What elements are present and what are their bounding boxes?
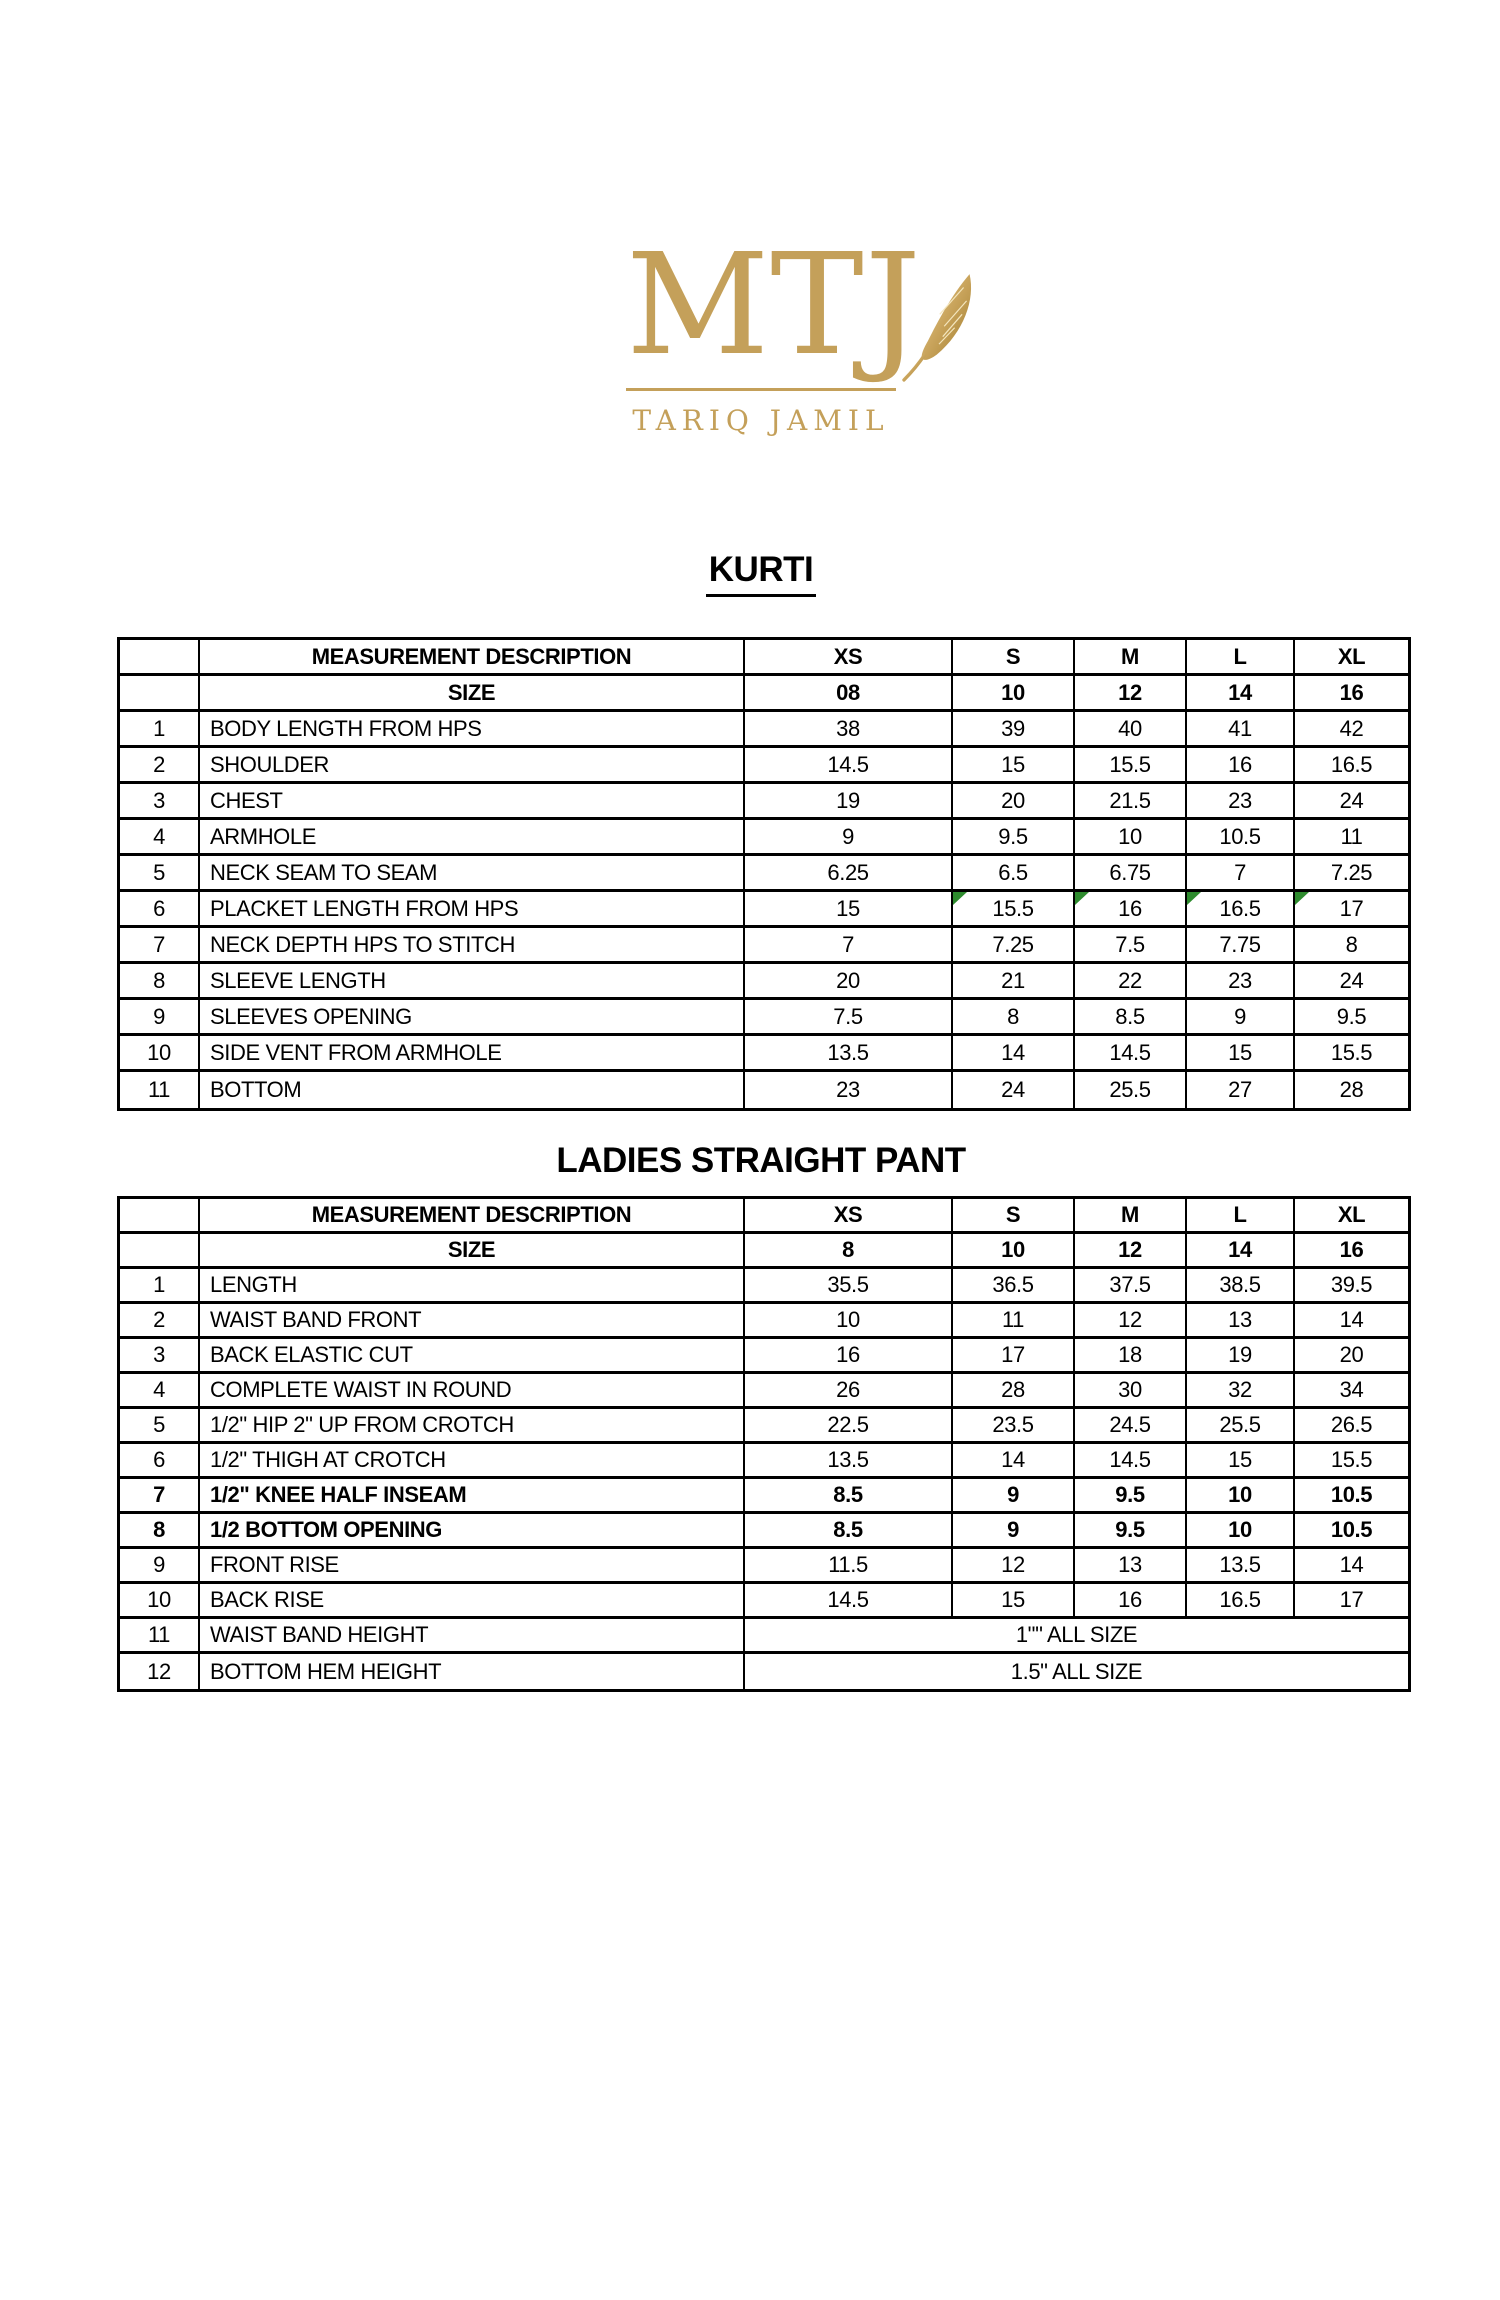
measurement-label: PLACKET LENGTH FROM HPS — [198, 892, 743, 925]
measurement-value: 14.5 — [1073, 1444, 1185, 1476]
table-header-row — [120, 1199, 1408, 1234]
row-number: 10 — [147, 1587, 171, 1612]
measurement-value: 24 — [1293, 964, 1408, 997]
measurement-value: 8 — [951, 1000, 1073, 1033]
measurement-value: 13.5 — [743, 1036, 951, 1069]
measurement-value: 16.5 — [1185, 1584, 1293, 1616]
measurement-row — [120, 892, 1408, 928]
measurement-label: SHOULDER — [198, 748, 743, 781]
measurement-value: 9.5 — [951, 820, 1073, 853]
quill-body — [922, 274, 971, 360]
measurement-row — [120, 1514, 1408, 1549]
measurement-value: 8.5 — [743, 1514, 951, 1546]
measurement-value: 13 — [1073, 1549, 1185, 1581]
measurement-label: 1/2" HIP 2" UP FROM CROTCH — [198, 1409, 743, 1441]
header-corner-cell — [120, 1199, 198, 1231]
size-row-label: SIZE — [198, 1234, 743, 1266]
measurement-label: NECK SEAM TO SEAM — [198, 856, 743, 889]
table-header-row — [120, 640, 1408, 676]
measurement-label: BACK ELASTIC CUT — [198, 1339, 743, 1371]
measurement-value: 10.5 — [1185, 820, 1293, 853]
measurement-value: 36.5 — [951, 1269, 1073, 1301]
pant-title-text: LADIES STRAIGHT PANT — [556, 1141, 966, 1180]
measurement-value: 15.5 — [1293, 1444, 1408, 1476]
measurement-value: 19 — [743, 784, 951, 817]
measurement-value: 37.5 — [1073, 1269, 1185, 1301]
size-value: 16 — [1293, 676, 1408, 709]
measurement-row — [120, 964, 1408, 1000]
measurement-value: 16.5 — [1185, 892, 1293, 925]
measurement-label: FRONT RISE — [198, 1549, 743, 1581]
measurement-value: 26 — [743, 1374, 951, 1406]
measurement-value: 17 — [1293, 892, 1408, 925]
measurement-value: 14 — [951, 1444, 1073, 1476]
comment-indicator-icon — [953, 892, 967, 905]
measurement-label: SIDE VENT FROM ARMHOLE — [198, 1036, 743, 1069]
row-number: 2 — [153, 1307, 165, 1332]
measurement-value: 7.75 — [1185, 928, 1293, 961]
measurement-row — [120, 1339, 1408, 1374]
row-number: 3 — [153, 1342, 165, 1367]
measurement-value: 15 — [743, 892, 951, 925]
measurement-value: 13.5 — [743, 1444, 951, 1476]
measurement-value: 39.5 — [1293, 1269, 1408, 1301]
logo-divider — [626, 388, 896, 391]
measurement-value: 9.5 — [1293, 1000, 1408, 1033]
header-size-xl: XL — [1293, 640, 1408, 673]
measurement-value: 20 — [951, 784, 1073, 817]
measurement-value: 6.5 — [951, 856, 1073, 889]
size-value: 12 — [1073, 1234, 1185, 1266]
measurement-label: 1/2 BOTTOM OPENING — [198, 1514, 743, 1546]
size-value: 10 — [951, 676, 1073, 709]
measurement-value: 32 — [1185, 1374, 1293, 1406]
quill-feather-icon — [898, 252, 980, 402]
size-value: 8 — [743, 1234, 951, 1266]
measurement-value: 8.5 — [1073, 1000, 1185, 1033]
row-number: 4 — [153, 1377, 165, 1402]
measurement-row — [120, 1269, 1408, 1304]
row-number: 9 — [153, 1552, 165, 1577]
measurement-row — [120, 820, 1408, 856]
all-size-value: 1"" ALL SIZE — [743, 1619, 1408, 1651]
measurement-value: 13.5 — [1185, 1549, 1293, 1581]
measurement-value: 16.5 — [1293, 748, 1408, 781]
measurement-value: 8 — [1293, 928, 1408, 961]
row-number: 3 — [153, 787, 165, 813]
measurement-row — [120, 1444, 1408, 1479]
measurement-row — [120, 748, 1408, 784]
measurement-value: 17 — [951, 1339, 1073, 1371]
header-measurement-description: MEASUREMENT DESCRIPTION — [198, 1199, 743, 1231]
measurement-label: 1/2" THIGH AT CROTCH — [198, 1444, 743, 1476]
row-number: 8 — [153, 967, 165, 993]
header-size-m: M — [1073, 640, 1185, 673]
measurement-value: 26.5 — [1293, 1409, 1408, 1441]
measurement-value: 42 — [1293, 712, 1408, 745]
size-corner-cell — [120, 676, 198, 709]
measurement-value: 21 — [951, 964, 1073, 997]
measurement-value: 23 — [1185, 784, 1293, 817]
row-number: 12 — [147, 1658, 171, 1684]
row-number: 10 — [147, 1039, 171, 1065]
measurement-value: 16 — [743, 1339, 951, 1371]
measurement-value: 20 — [1293, 1339, 1408, 1371]
measurement-value: 16 — [1073, 1584, 1185, 1616]
comment-indicator-icon — [1187, 892, 1201, 905]
measurement-value: 23 — [743, 1072, 951, 1108]
measurement-row — [120, 1479, 1408, 1514]
measurement-value: 9 — [743, 820, 951, 853]
measurement-label: SLEEVES OPENING — [198, 1000, 743, 1033]
measurement-value: 38 — [743, 712, 951, 745]
measurement-row — [120, 1072, 1408, 1108]
measurement-label: SLEEVE LENGTH — [198, 964, 743, 997]
size-row-label: SIZE — [198, 676, 743, 709]
measurement-value: 41 — [1185, 712, 1293, 745]
measurement-label: ARMHOLE — [198, 820, 743, 853]
size-value: 12 — [1073, 676, 1185, 709]
header-size-l: L — [1185, 1199, 1293, 1231]
measurement-value: 23.5 — [951, 1409, 1073, 1441]
measurement-label: COMPLETE WAIST IN ROUND — [198, 1374, 743, 1406]
measurement-value: 23 — [1185, 964, 1293, 997]
measurement-label: NECK DEPTH HPS TO STITCH — [198, 928, 743, 961]
measurement-label: BOTTOM HEM HEIGHT — [198, 1654, 743, 1689]
measurement-value: 38.5 — [1185, 1269, 1293, 1301]
quill-stem — [904, 355, 925, 380]
measurement-value: 6.25 — [743, 856, 951, 889]
all-size-value: 1.5" ALL SIZE — [743, 1654, 1408, 1689]
measurement-label: CHEST — [198, 784, 743, 817]
size-value: 10 — [951, 1234, 1073, 1266]
measurement-value: 22 — [1073, 964, 1185, 997]
measurement-row — [120, 1619, 1408, 1654]
measurement-label: WAIST BAND HEIGHT — [198, 1619, 743, 1651]
measurement-value: 24 — [1293, 784, 1408, 817]
measurement-value: 6.75 — [1073, 856, 1185, 889]
measurement-value: 16 — [1185, 748, 1293, 781]
measurement-row — [120, 1304, 1408, 1339]
measurement-value: 7.5 — [743, 1000, 951, 1033]
measurement-value: 15 — [951, 1584, 1073, 1616]
comment-indicator-icon — [1295, 892, 1309, 905]
measurement-value: 10 — [1185, 1514, 1293, 1546]
header-size-xs: XS — [743, 640, 951, 673]
measurement-row — [120, 1036, 1408, 1072]
row-number: 5 — [153, 1412, 165, 1437]
measurement-value: 15 — [1185, 1444, 1293, 1476]
measurement-row — [120, 1409, 1408, 1444]
measurement-value: 10.5 — [1293, 1479, 1408, 1511]
measurement-value: 17 — [1293, 1584, 1408, 1616]
row-number: 6 — [153, 895, 165, 921]
measurement-value: 10.5 — [1293, 1514, 1408, 1546]
measurement-value: 28 — [1293, 1072, 1408, 1108]
measurement-value: 7 — [743, 928, 951, 961]
kurti-measurement-table — [117, 637, 1411, 1111]
header-measurement-description: MEASUREMENT DESCRIPTION — [198, 640, 743, 673]
measurement-value: 28 — [951, 1374, 1073, 1406]
size-row — [120, 1234, 1408, 1269]
kurti-title-text: KURTI — [706, 550, 816, 597]
measurement-row — [120, 1000, 1408, 1036]
row-number: 2 — [153, 751, 165, 777]
measurement-value: 7.25 — [1293, 856, 1408, 889]
row-number: 1 — [153, 715, 165, 741]
kurti-section-title — [117, 550, 1405, 597]
size-value: 08 — [743, 676, 951, 709]
measurement-label: BOTTOM — [198, 1072, 743, 1108]
measurement-value: 9 — [951, 1514, 1073, 1546]
measurement-value: 40 — [1073, 712, 1185, 745]
header-size-s: S — [951, 1199, 1073, 1231]
measurement-value: 35.5 — [743, 1269, 951, 1301]
pant-section-title — [117, 1141, 1405, 1181]
size-value: 16 — [1293, 1234, 1408, 1266]
measurement-value: 12 — [1073, 1304, 1185, 1336]
measurement-value: 11 — [951, 1304, 1073, 1336]
header-size-l: L — [1185, 640, 1293, 673]
row-number: 5 — [153, 859, 165, 885]
header-corner-cell — [120, 640, 198, 673]
measurement-label: BACK RISE — [198, 1584, 743, 1616]
measurement-value: 14.5 — [743, 1584, 951, 1616]
measurement-row — [120, 1374, 1408, 1409]
comment-indicator-icon — [1075, 892, 1089, 905]
measurement-row — [120, 784, 1408, 820]
measurement-value: 11 — [1293, 820, 1408, 853]
measurement-value: 19 — [1185, 1339, 1293, 1371]
measurement-row — [120, 1654, 1408, 1689]
measurement-value: 12 — [951, 1549, 1073, 1581]
measurement-value: 14 — [1293, 1304, 1408, 1336]
row-number: 9 — [153, 1003, 165, 1029]
measurement-value: 24.5 — [1073, 1409, 1185, 1441]
measurement-label: 1/2" KNEE HALF INSEAM — [198, 1479, 743, 1511]
row-number: 6 — [153, 1447, 165, 1472]
measurement-value: 15 — [1185, 1036, 1293, 1069]
measurement-value: 15.5 — [1073, 748, 1185, 781]
header-size-m: M — [1073, 1199, 1185, 1231]
header-size-xs: XS — [743, 1199, 951, 1231]
measurement-value: 14.5 — [1073, 1036, 1185, 1069]
measurement-row — [120, 856, 1408, 892]
measurement-value: 10 — [1073, 820, 1185, 853]
row-number: 7 — [153, 1482, 165, 1507]
measurement-value: 20 — [743, 964, 951, 997]
header-size-s: S — [951, 640, 1073, 673]
measurement-value: 27 — [1185, 1072, 1293, 1108]
measurement-value: 7.5 — [1073, 928, 1185, 961]
measurement-value: 25.5 — [1185, 1409, 1293, 1441]
measurement-value: 25.5 — [1073, 1072, 1185, 1108]
measurement-value: 9 — [951, 1479, 1073, 1511]
measurement-value: 7 — [1185, 856, 1293, 889]
measurement-value: 7.25 — [951, 928, 1073, 961]
measurement-value: 39 — [951, 712, 1073, 745]
row-number: 1 — [153, 1272, 165, 1297]
row-number: 8 — [153, 1517, 165, 1542]
measurement-value: 15.5 — [951, 892, 1073, 925]
measurement-value: 34 — [1293, 1374, 1408, 1406]
brand-logo — [626, 224, 922, 437]
measurement-value: 9.5 — [1073, 1479, 1185, 1511]
measurement-value: 8.5 — [743, 1479, 951, 1511]
header-size-xl: XL — [1293, 1199, 1408, 1231]
row-number: 7 — [153, 931, 165, 957]
measurement-value: 21.5 — [1073, 784, 1185, 817]
size-value: 14 — [1185, 676, 1293, 709]
measurement-row — [120, 1584, 1408, 1619]
measurement-value: 10 — [743, 1304, 951, 1336]
measurement-value: 22.5 — [743, 1409, 951, 1441]
measurement-label: WAIST BAND FRONT — [198, 1304, 743, 1336]
measurement-value: 16 — [1073, 892, 1185, 925]
measurement-row — [120, 928, 1408, 964]
size-corner-cell — [120, 1234, 198, 1266]
measurement-label: BODY LENGTH FROM HPS — [198, 712, 743, 745]
measurement-value: 14 — [1293, 1549, 1408, 1581]
size-row — [120, 676, 1408, 712]
measurement-value: 15.5 — [1293, 1036, 1408, 1069]
row-number: 4 — [153, 823, 165, 849]
size-value: 14 — [1185, 1234, 1293, 1266]
measurement-row — [120, 712, 1408, 748]
measurement-value: 9.5 — [1073, 1514, 1185, 1546]
measurement-row — [120, 1549, 1408, 1584]
measurement-value: 30 — [1073, 1374, 1185, 1406]
measurement-value: 18 — [1073, 1339, 1185, 1371]
measurement-value: 24 — [951, 1072, 1073, 1108]
measurement-value: 9 — [1185, 1000, 1293, 1033]
logo-monogram: MTJ — [626, 224, 922, 387]
measurement-value: 15 — [951, 748, 1073, 781]
measurement-label: LENGTH — [198, 1269, 743, 1301]
logo-wordmark: TARIQ JAMIL — [632, 404, 890, 437]
measurement-value: 11.5 — [743, 1549, 951, 1581]
row-number: 11 — [147, 1622, 171, 1647]
measurement-value: 14 — [951, 1036, 1073, 1069]
measurement-value: 13 — [1185, 1304, 1293, 1336]
measurement-value: 14.5 — [743, 748, 951, 781]
measurement-value: 10 — [1185, 1479, 1293, 1511]
pant-measurement-table — [117, 1196, 1411, 1692]
row-number: 11 — [147, 1077, 171, 1102]
